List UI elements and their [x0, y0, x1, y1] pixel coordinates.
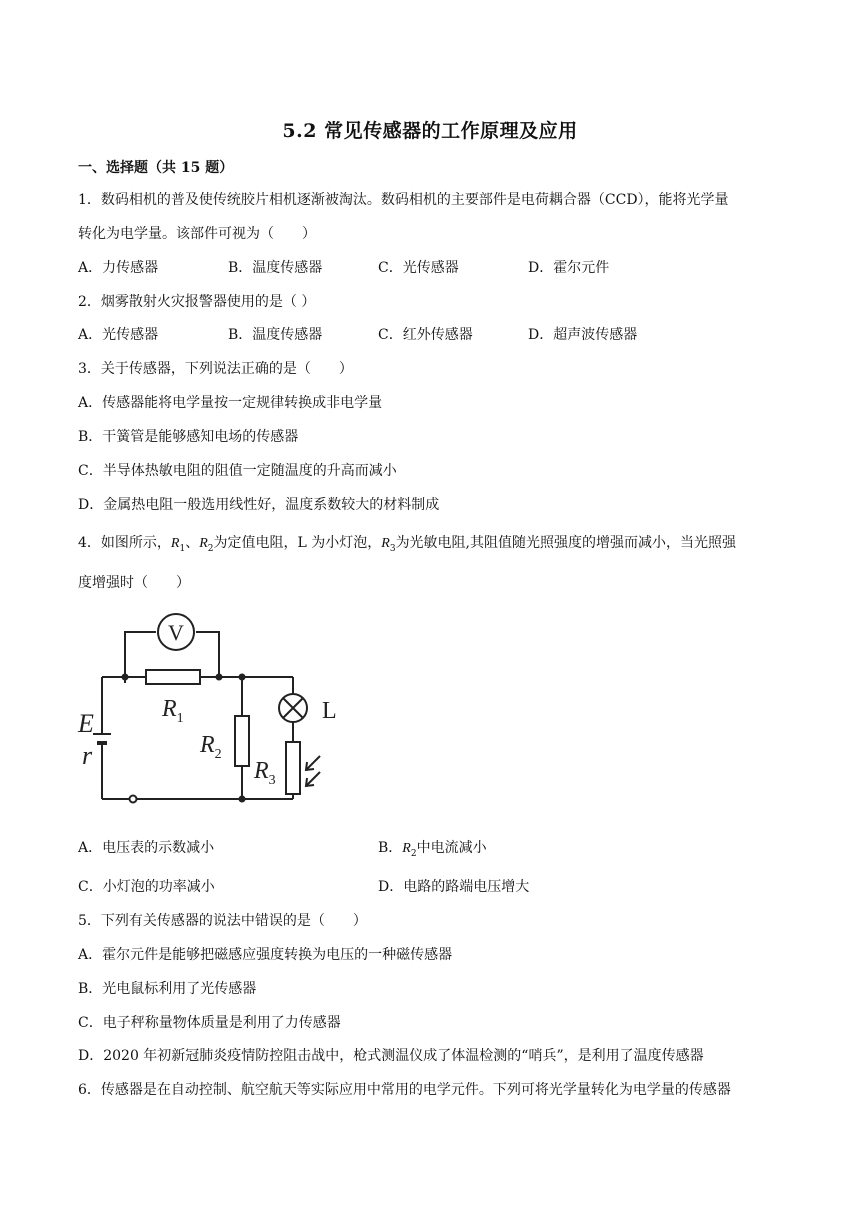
- question-5-text: 5．下列有关传感器的说法中错误的是（ ）: [78, 913, 367, 929]
- r2-symbol: R: [199, 536, 208, 551]
- r1-label: $R_1$: [162, 696, 184, 726]
- resistor-r2: [235, 716, 249, 766]
- q1-option-c: C．光传感器: [378, 260, 459, 276]
- q1-option-d: D．霍尔元件: [528, 260, 610, 276]
- question-1-text-cont: 转化为电学量。该部件可视为（ ）: [78, 226, 316, 242]
- question-3-text: 3．关于传感器，下列说法正确的是（ ）: [78, 361, 353, 377]
- q4-option-c: C．小灯泡的功率减小: [78, 879, 215, 895]
- question-6-text: 6．传感器是在自动控制、航空航天等实际应用中常用的电学元件。下列可将光学量转化为电学量的传感器: [78, 1082, 731, 1098]
- q1-option-a: A．力传感器: [78, 260, 159, 276]
- resistor-r1: [146, 670, 200, 684]
- q2-option-d: D．超声波传感器: [528, 327, 638, 343]
- question-4-text-cont: 度增强时（ ）: [78, 575, 190, 591]
- q5-option-c: C．电子秤称量物体质量是利用了力传感器: [78, 1015, 341, 1031]
- q4-prefix: 4．如图所示，: [78, 535, 171, 551]
- q4-option-d: D．电路的路端电压增大: [378, 879, 530, 895]
- question-2-text: 2．烟雾散射火灾报警器使用的是（ ）: [78, 294, 316, 310]
- r1-subscript: 1: [179, 543, 186, 554]
- r2-label: $R_2$: [200, 732, 222, 762]
- q4-separator: 、: [185, 535, 200, 551]
- r2-subscript: 2: [207, 543, 214, 554]
- q2-option-a: A．光传感器: [78, 327, 159, 343]
- q4-mid: 为定值电阻，L 为小灯泡，: [213, 535, 382, 551]
- q1-option-b: B．温度传感器: [228, 260, 323, 276]
- switch-contact-icon: [130, 796, 137, 803]
- q3-option-a: A．传感器能将电学量按一定规律转换成非电学量: [78, 395, 383, 411]
- q4-option-a: A．电压表的示数减小: [78, 840, 215, 856]
- q4-suffix: 为光敏电阻,其阻值随光照强度的增强而减小，当光照强: [395, 535, 737, 551]
- r3-subscript: 3: [389, 543, 396, 554]
- photoresistor-r3: [286, 742, 300, 794]
- r1-symbol: R: [170, 536, 180, 551]
- page-title: 5.2 常见传感器的工作原理及应用: [282, 120, 578, 142]
- lamp-label: L: [322, 698, 337, 724]
- q5-option-b: B．光电鼠标利用了光传感器: [78, 981, 257, 997]
- internal-resistance-label: r: [82, 741, 93, 770]
- q2-option-c: C．红外传感器: [378, 327, 473, 343]
- emf-label: E: [78, 709, 94, 738]
- light-arrows-icon: [306, 756, 320, 786]
- r3-label: $R_3$: [254, 758, 276, 788]
- q4-option-b: B．$R_2$中电流减小: [378, 840, 487, 859]
- q3-option-c: C．半导体热敏电阻的阻值一定随温度的升高而减小: [78, 463, 397, 479]
- r3-symbol: R: [381, 536, 390, 551]
- q5-option-d: D．2020 年初新冠肺炎疫情防控阻击战中，枪式测温仪成了体温检测的“哨兵”，是利用了温度传感器: [78, 1048, 704, 1064]
- q5-option-a: A．霍尔元件是能够把磁感应强度转换为电压的一种磁传感器: [78, 947, 453, 963]
- q3-option-d: D．金属热电阻一般选用线性好，温度系数较大的材料制成: [78, 497, 440, 513]
- q3-option-b: B．干簧管是能够感知电场的传感器: [78, 429, 299, 445]
- circuit-diagram: [76, 606, 338, 824]
- question-4-text: [78, 533, 736, 559]
- section-heading: 一、选择题（共 15 题）: [78, 160, 234, 176]
- question-1-text: 1．数码相机的普及使传统胶片相机逐渐被淘汰。数码相机的主要部件是电荷耦合器（CCD），能将光学量: [78, 192, 729, 208]
- q2-option-b: B．温度传感器: [228, 327, 323, 343]
- voltmeter-label: V: [168, 620, 184, 645]
